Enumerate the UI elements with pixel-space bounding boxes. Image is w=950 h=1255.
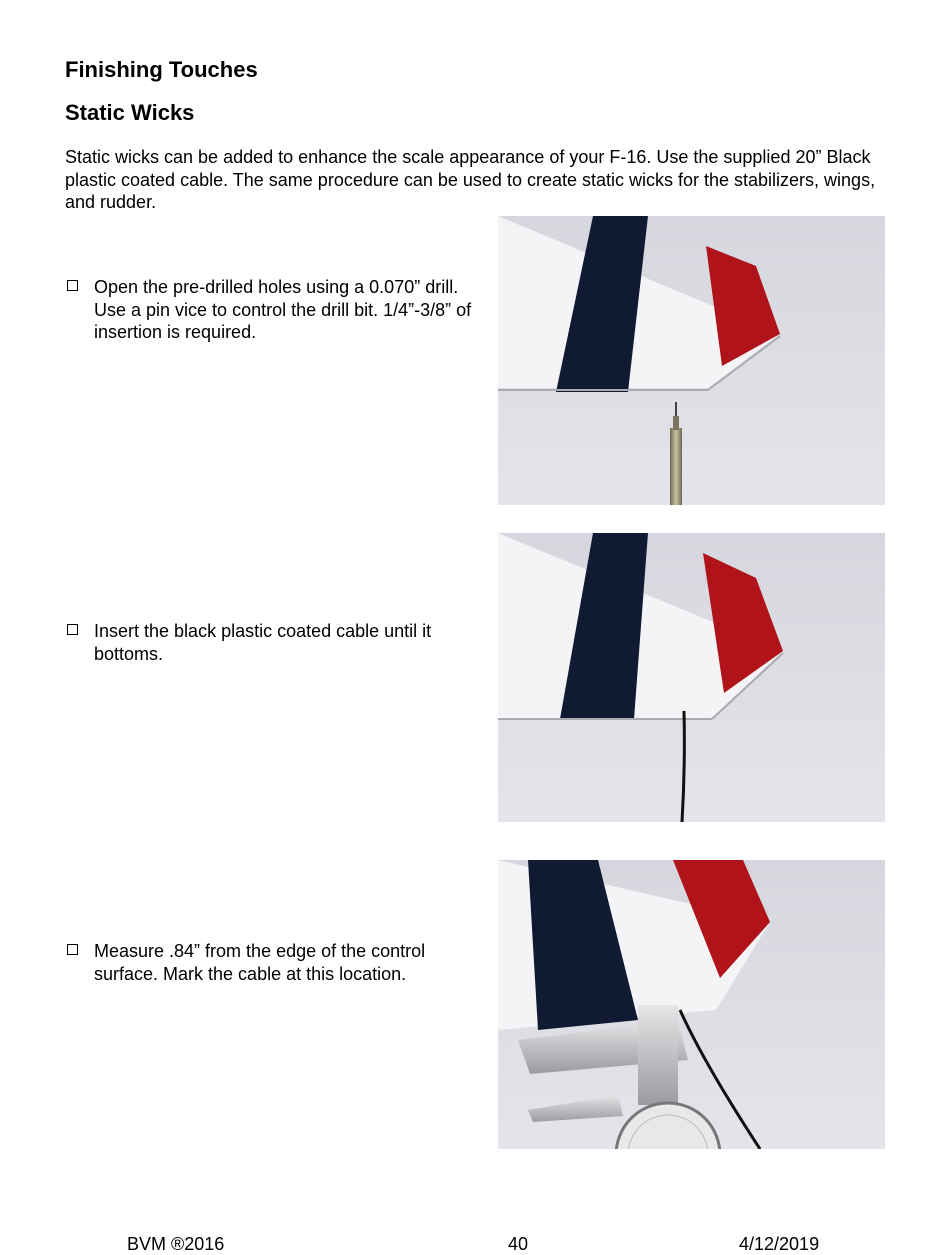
step-text: Measure .84” from the edge of the control surface. Mark the cable at this location. bbox=[94, 941, 426, 984]
intro-paragraph: Static wicks can be added to enhance the scale appearance of your F-16. Use the supplied 20” Black plastic coated cable. The same procedure can be used to create static wicks for the stabilizers, wings, and rudder. bbox=[65, 147, 876, 212]
step-item bbox=[65, 620, 485, 665]
photo-cable-inserted bbox=[498, 533, 885, 822]
step-item bbox=[65, 276, 485, 344]
checkbox-empty-icon[interactable] bbox=[67, 624, 78, 635]
page-heading: Finishing Touches bbox=[65, 57, 258, 82]
checkbox-empty-icon[interactable] bbox=[67, 944, 78, 955]
photo-caliper-illustration bbox=[498, 860, 885, 1149]
step-text: Insert the black plastic coated cable until it bottoms. bbox=[94, 621, 432, 664]
photo-drilling-illustration bbox=[498, 216, 885, 505]
section-heading: Static Wicks bbox=[65, 100, 195, 125]
footer-copyright: BVM ®2016 bbox=[127, 1234, 225, 1254]
pin-vice-icon bbox=[670, 428, 682, 505]
footer-page-number: 40 bbox=[508, 1234, 529, 1254]
checkbox-empty-icon[interactable] bbox=[67, 280, 78, 291]
photo-drilling-holes bbox=[498, 216, 885, 505]
step-text: Open the pre-drilled holes using a 0.070” drill. Use a pin vice to control the drill bit. 1/4”-3/8” of insertion is required. bbox=[94, 277, 472, 342]
step-item bbox=[65, 940, 485, 985]
photo-cable-illustration bbox=[498, 533, 885, 822]
photo-caliper-measure bbox=[498, 860, 885, 1149]
footer-date: 4/12/2019 bbox=[739, 1234, 820, 1254]
